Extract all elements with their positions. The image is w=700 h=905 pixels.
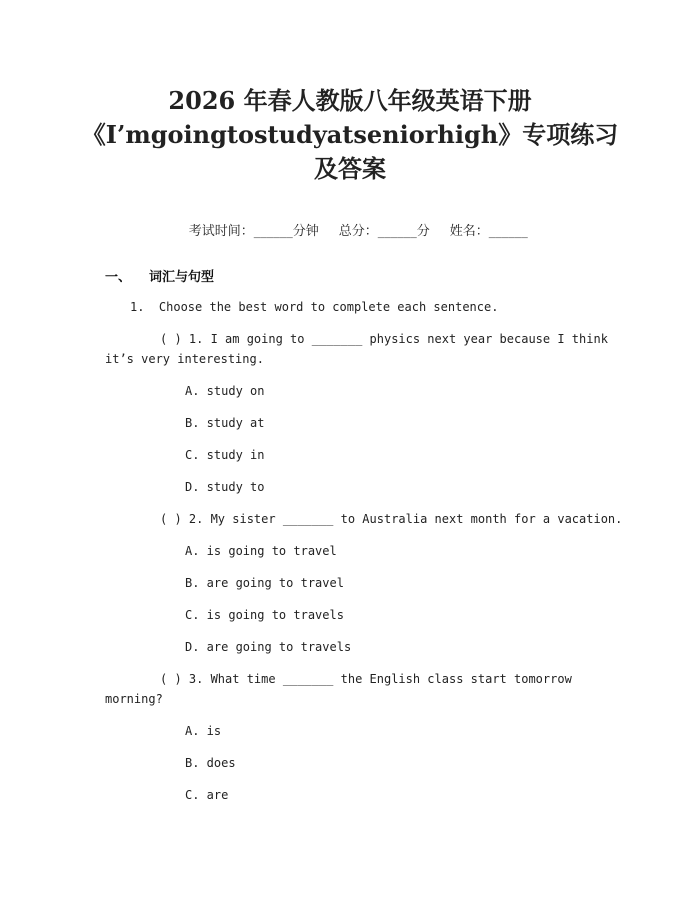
question-2-line-1: ( ) 2. My sister _______ to Australia next month for a vacation. (160, 512, 623, 526)
question-2-option-b[interactable]: B. are going to travel (185, 576, 344, 590)
question-3-option-b[interactable]: B. does (185, 756, 236, 770)
section-title: 词汇与句型 (149, 270, 215, 285)
document-title (60, 84, 640, 186)
question-3-line-1: ( ) 3. What time _______ the English class start tomorrow (160, 672, 572, 686)
section-heading (105, 266, 214, 285)
question-3-line-2: morning? (105, 692, 163, 706)
question-2-option-d[interactable]: D. are going to travels (185, 640, 352, 654)
exam-score: 总分：______分 (338, 224, 430, 239)
exam-time: 考试时间：______分钟 (188, 224, 319, 239)
question-3-option-c[interactable]: C. are (185, 788, 229, 802)
instruction: 1. Choose the best word to complete each sentence. (130, 300, 499, 314)
title-line-1: 2026 年春人教版八年级英语下册 (168, 86, 532, 115)
title-line-3: 及答案 (314, 154, 386, 183)
exam-meta (0, 205, 700, 254)
question-1-option-c[interactable]: C. study in (185, 448, 265, 462)
question-2-option-c[interactable]: C. is going to travels (185, 608, 344, 622)
question-1-option-a[interactable]: A. study on (185, 384, 265, 398)
question-3-option-a[interactable]: A. is (185, 724, 222, 738)
student-name: 姓名：______ (449, 224, 528, 239)
question-1-option-b[interactable]: B. study at (185, 416, 265, 430)
title-line-2: 《I’mgoingtostudyatseniorhigh》专项练习 (81, 120, 619, 149)
question-1-line-2: it’s very interesting. (105, 352, 264, 366)
question-1-option-d[interactable]: D. study to (185, 480, 265, 494)
section-number: 一、 (105, 270, 132, 285)
question-2-option-a[interactable]: A. is going to travel (185, 544, 337, 558)
question-1-line-1: ( ) 1. I am going to _______ physics next year because I think (160, 332, 608, 346)
